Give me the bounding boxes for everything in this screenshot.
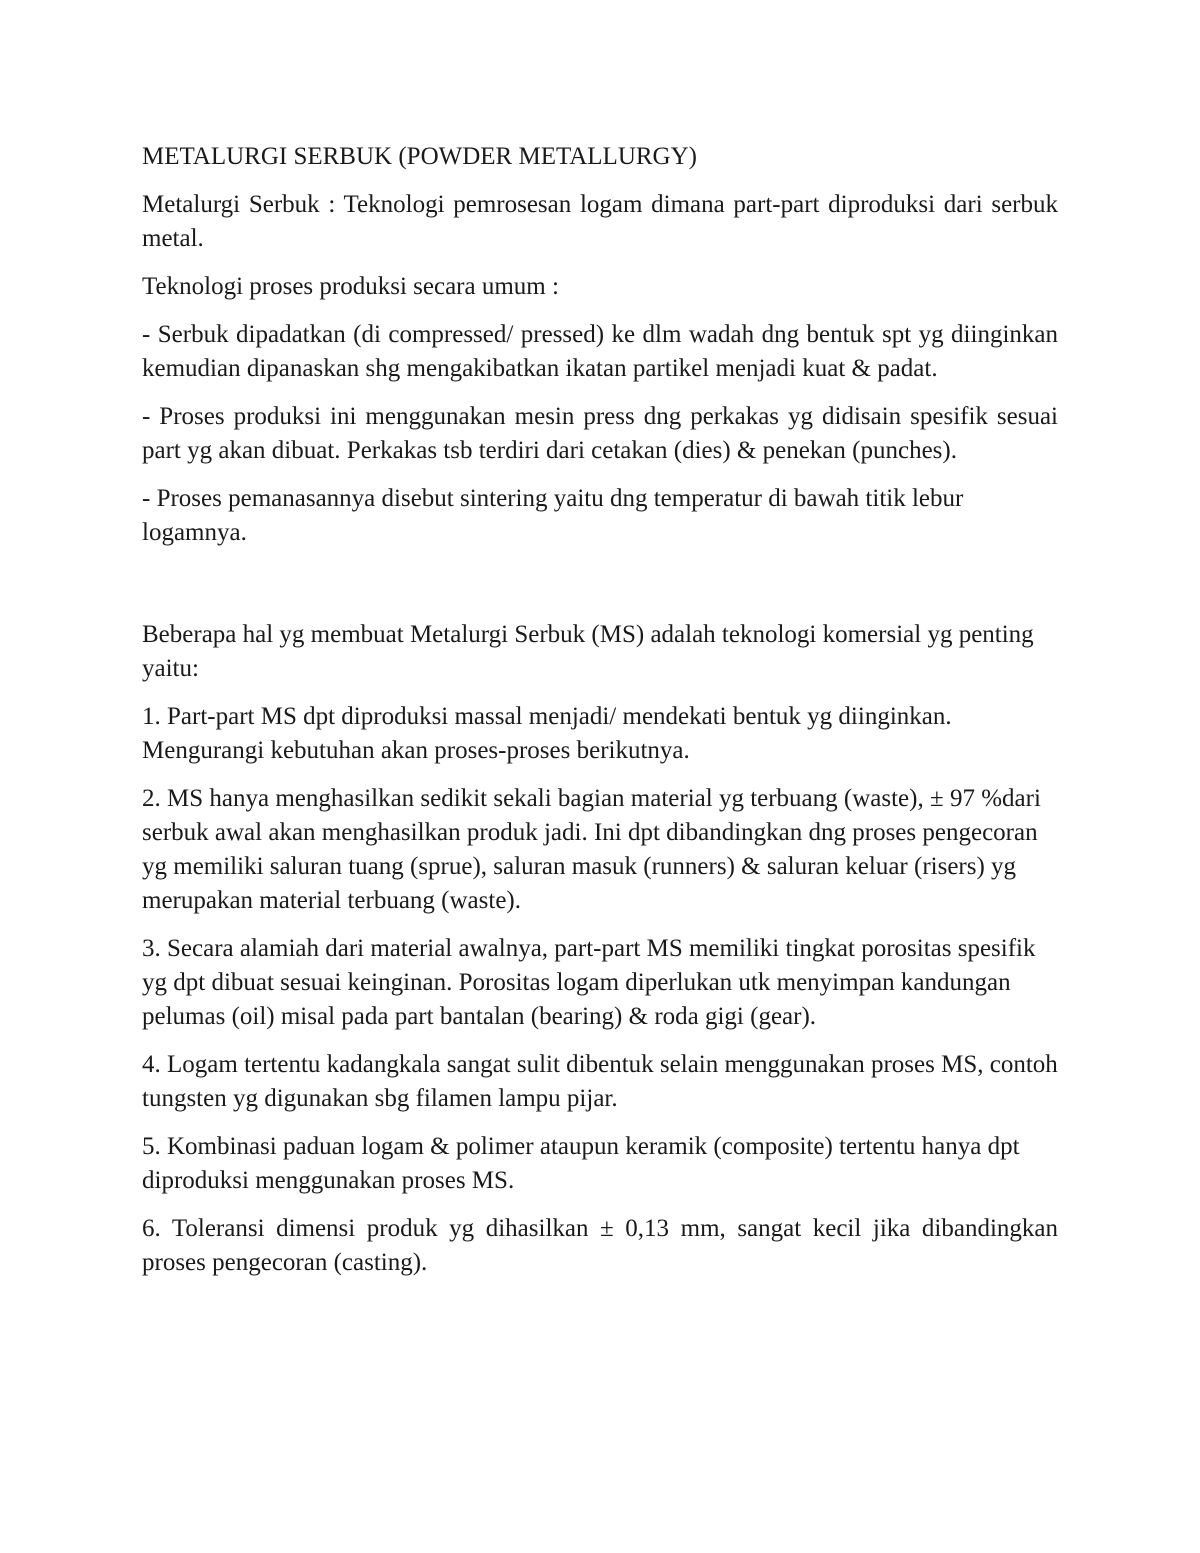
process-heading: Teknologi proses produksi secara umum : xyxy=(142,273,559,300)
process-point-2: - Proses produksi ini menggunakan mesin press dng perkakas yg didisain spesifik sesuai part yg akan dibuat. Perkakas tsb terdiri dari cetakan (dies) & penekan (punches). xyxy=(142,403,1058,464)
importance-point-5: 5. Kombinasi paduan logam & polimer ataupun keramik (composite) tertentu hanya dpt diproduksi menggunakan proses MS. xyxy=(142,1133,1020,1194)
definition-paragraph: Metalurgi Serbuk : Teknologi pemrosesan logam dimana part-part diproduksi dari serbuk metal. xyxy=(142,191,1058,252)
importance-point-3: 3. Secara alamiah dari material awalnya, part-part MS memiliki tingkat porositas spesifik yg dpt dibuat sesuai keinginan. Porositas logam diperlukan utk menyimpan kandungan pelumas (oil) misal pada part bantalan (bearing) & roda gigi (gear). xyxy=(142,935,1036,1030)
process-point-3: - Proses pemanasannya disebut sintering yaitu dng temperatur di bawah titik lebur logamnya. xyxy=(142,485,964,546)
document-body xyxy=(142,140,1058,1294)
importance-point-1: 1. Part-part MS dpt diproduksi massal menjadi/ mendekati bentuk yg diinginkan. Mengurangi kebutuhan akan proses-proses berikutnya. xyxy=(142,703,952,764)
process-point-1: - Serbuk dipadatkan (di compressed/ pressed) ke dlm wadah dng bentuk spt yg diinginkan kemudian dipanaskan shg mengakibatkan ikatan partikel menjadi kuat & padat. xyxy=(142,321,1058,382)
document-title: METALURGI SERBUK (POWDER METALLURGY) xyxy=(142,143,697,170)
importance-point-2: 2. MS hanya menghasilkan sedikit sekali bagian material yg terbuang (waste), ± 97 %dari serbuk awal akan menghasilkan produk jadi. Ini dpt dibandingkan dng proses pengecoran yg memiliki saluran tuang (sprue), saluran masuk (runners) & saluran keluar (risers) yg merupakan material terbuang (waste). xyxy=(142,785,1041,914)
section-spacer xyxy=(142,564,1058,618)
importance-point-6: 6. Toleransi dimensi produk yg dihasilkan ± 0,13 mm, sangat kecil jika dibandingkan proses pengecoran (casting). xyxy=(142,1215,1058,1276)
importance-point-4: 4. Logam tertentu kadangkala sangat sulit dibentuk selain menggunakan proses MS, contoh tungsten yg digunakan sbg filamen lampu pijar. xyxy=(142,1051,1058,1112)
importance-heading: Beberapa hal yg membuat Metalurgi Serbuk (MS) adalah teknologi komersial yg penting yaitu: xyxy=(142,621,1034,682)
